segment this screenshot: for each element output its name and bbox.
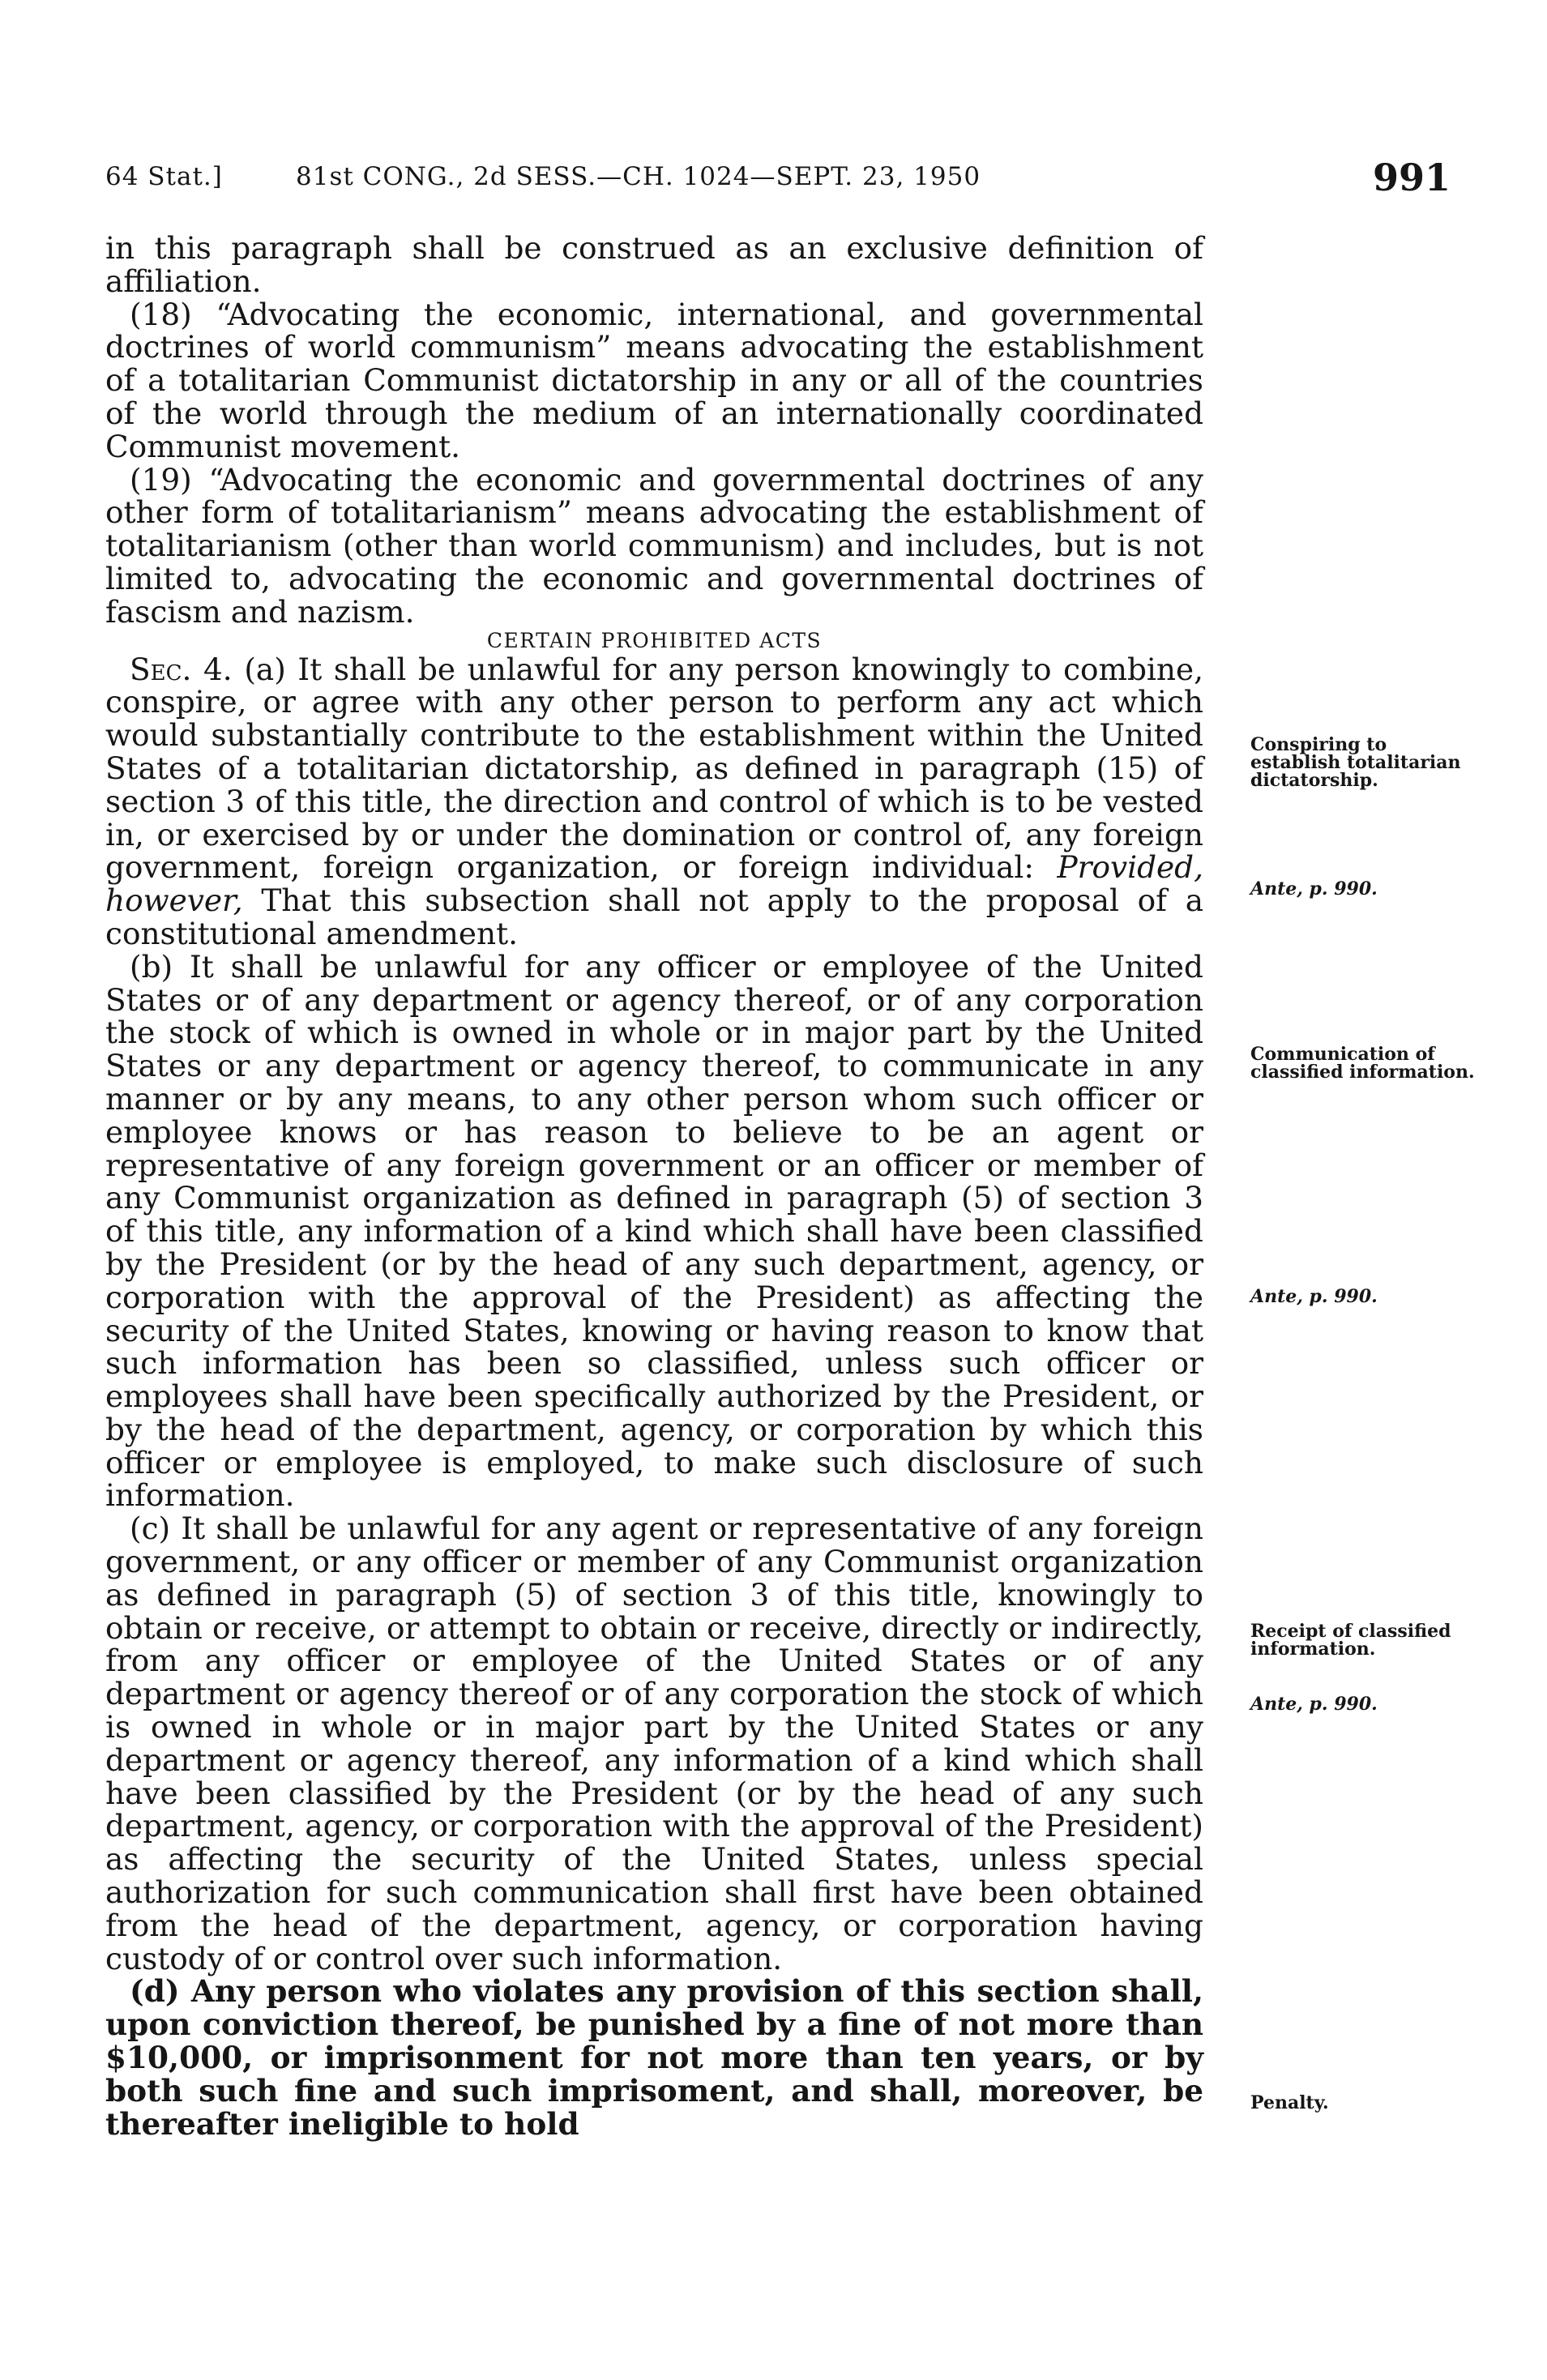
running-header xyxy=(105,156,1451,204)
section-label: Sec. 4. xyxy=(130,651,233,687)
section-heading: CERTAIN PROHIBITED ACTS xyxy=(486,628,823,652)
page-number: 991 xyxy=(1372,156,1451,199)
margin-note-receipt: Receipt of classified information. xyxy=(1250,1621,1451,1660)
statute-body xyxy=(105,232,1203,2140)
paragraph-19: (19) “Advocating the economic and governmental doctrines of any other form of totalitarianism” means advocating the establishment of totalitarianism (other than world communism) and includes, but is not limited to, advocating the economic and governmental doctrines of fascism and nazism. xyxy=(105,461,1203,630)
session-chapter-date: 81st CONG., 2d SESS.—CH. 1024—SEPT. 23, 1950 xyxy=(296,162,981,191)
section-4-subsection-a xyxy=(105,653,1203,951)
subsection-a-text: (a) It shall be unlawful for any person knowingly to combine, conspire, or agree with any other person to perform any act which would substantially contribute to the establishment within the United States of a totalitarian dictatorship, as defined in paragraph (15) of section 3 of this title, the direction and control of which is to be vested in, or exercised by or under the domination or control of, any foreign government, foreign organization, or foreign individual: xyxy=(105,651,1203,886)
margin-note-conspiring: Conspiring to establish totalitarian dictatorship. xyxy=(1250,734,1461,791)
margin-note-ante: Ante, p. 990. xyxy=(1250,878,1378,899)
stat-reference: 64 Stat.] xyxy=(105,162,223,191)
section-4-subsection-d: (d) Any person who violates any provision of this section shall, upon conviction thereof, be punished by a fine of not more than $10,000, or imprisonment for not more than ten years, or by both such fine and such imprisoment, and shall, moreover, be thereafter ineligible to hold xyxy=(105,1973,1203,2142)
margin-note-communication: Communication of classified information. xyxy=(1250,1044,1475,1083)
subsection-a-end: That this subsection shall not apply to the proposal of a constitutional amendment. xyxy=(105,882,1203,951)
margin-note-penalty: Penalty. xyxy=(1250,2092,1329,2113)
paragraph-18: (18) “Advocating the economic, international, and governmental doctrines of world communism” means advocating the establishment of a totalitarian Communist dictatorship in any or all of the countries of the world through the medium of an internationally coordinated Communist movement. xyxy=(105,296,1203,464)
section-4-subsection-c: (c) It shall be unlawful for any agent or representative of any foreign government, or any officer or member of any Communist organization as defined in paragraph (5) of section 3 of this title, knowingly to obtain or receive, or attempt to obtain or receive, directly or indirectly, from any officer or employee of the United States or of any department or agency thereof or of any corporation the stock of which is owned in whole or in major part by the United States or any department or agency thereof, any information of a kind which shall have been classified by the President (or by the head of any such department, agency, or corporation with the approval of the President) as affecting the security of the United States, unless special authorization for such communication shall first have been obtained from the head of the department, agency, or corporation having custody of or control over such information. xyxy=(105,1510,1203,1976)
section-4-subsection-b: (b) It shall be unlawful for any officer or employee of the United States or of any department or agency thereof, or of any corporation the stock of which is owned in whole or in major part by the United States or any department or agency thereof, to communicate in any manner or by any means, to any other person whom such officer or employee knows or has reason to believe to be an agent or representative of any foreign government or an officer or member of any Communist organization as defined in paragraph (5) of section 3 of this title, any information of a kind which shall have been classified by the President (or by the head of any such department, agency, or corporation with the approval of the President) as affecting the security of the United States, knowing or having reason to know that such information has been so classified, unless such officer or employees shall have been specifically authorized by the President, or by the head of the department, agency, or corporation by which this officer or employee is employed, to make such disclosure of such information. xyxy=(105,948,1203,1514)
paragraph-continuation: in this paragraph shall be construed as an exclusive definition of affiliation. xyxy=(105,230,1203,299)
proviso: Provided, however, xyxy=(105,849,1203,919)
margin-note-ante: Ante, p. 990. xyxy=(1250,1694,1378,1715)
margin-note-ante: Ante, p. 990. xyxy=(1250,1286,1378,1307)
